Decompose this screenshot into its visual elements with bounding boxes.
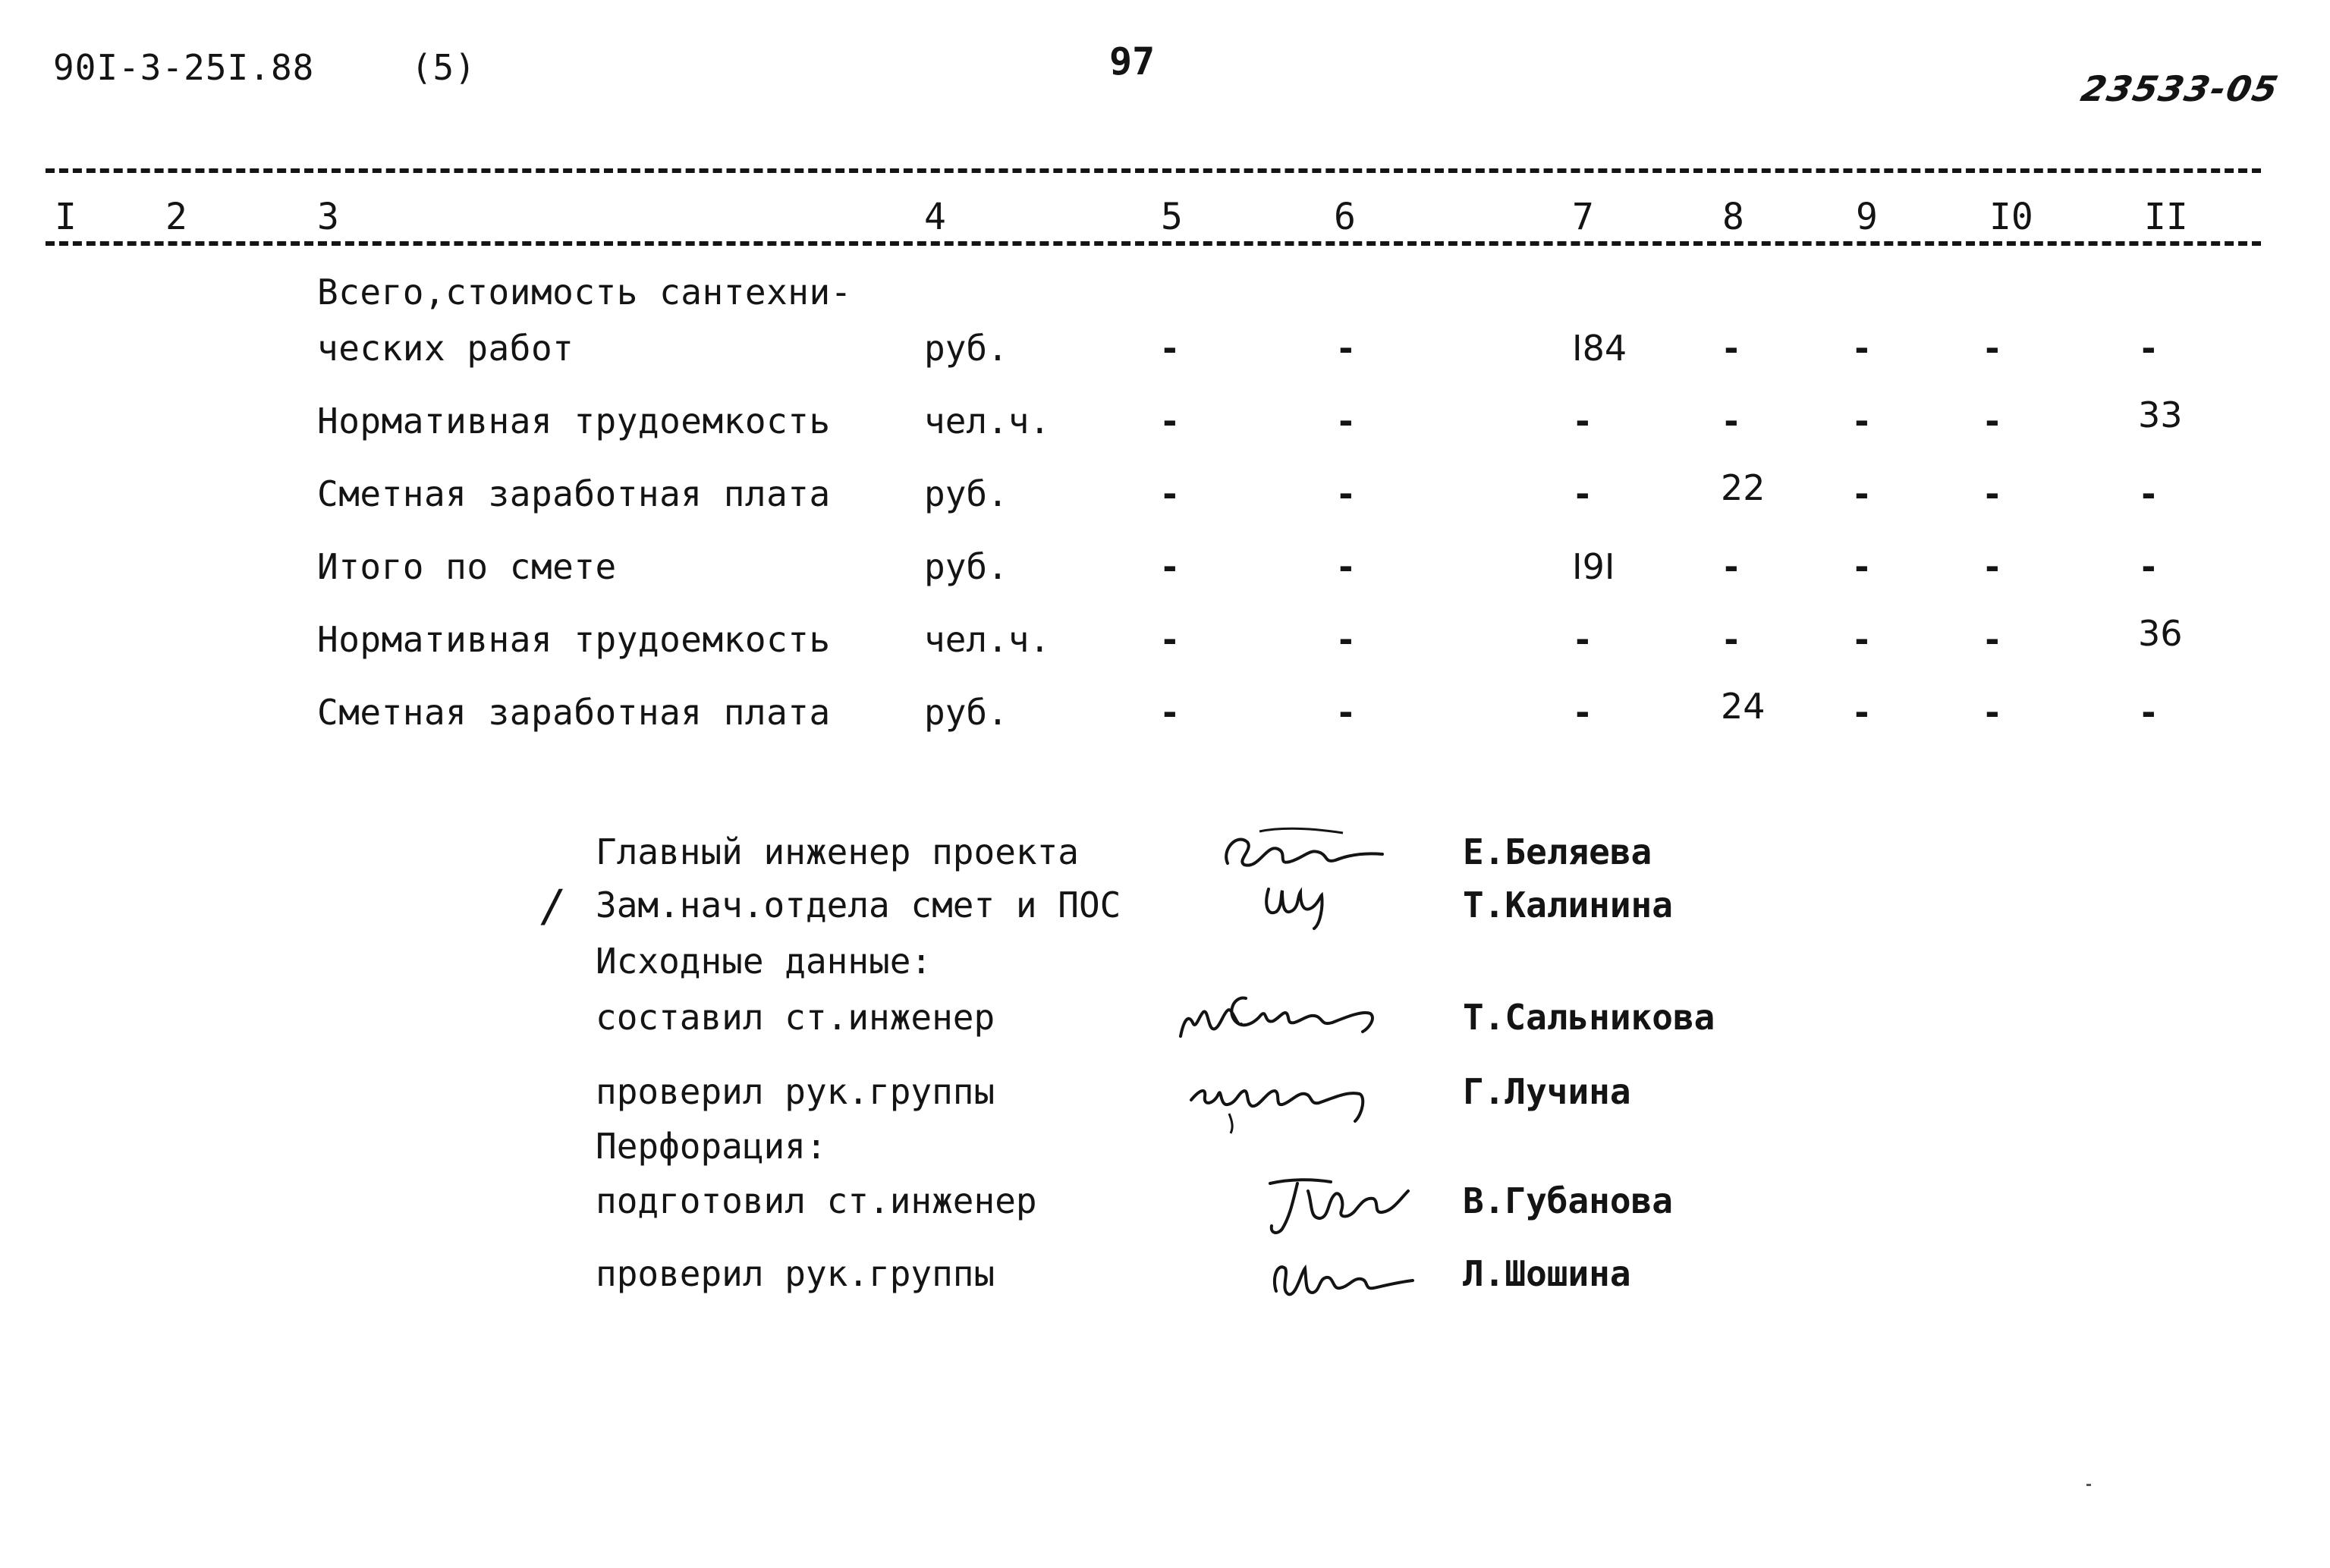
cell-col9: - xyxy=(1851,546,1872,587)
cell-col6: - xyxy=(1335,692,1357,733)
cell-col6: - xyxy=(1335,328,1357,369)
row-label: Итого по смете xyxy=(317,546,617,587)
handwritten-signature xyxy=(1214,819,1388,880)
cell-col11: - xyxy=(2138,692,2159,733)
cell-col5: - xyxy=(1159,401,1181,441)
cell-col8: 22 xyxy=(1721,467,1766,508)
handwritten-signature xyxy=(1266,1244,1417,1312)
signer-name: В.Губанова xyxy=(1463,1180,1673,1221)
doc-section: (5) xyxy=(410,47,476,88)
handwritten-signature xyxy=(1173,983,1401,1051)
signer-name: Т.Сальникова xyxy=(1463,997,1715,1038)
cell-col10: - xyxy=(1982,328,2003,369)
signer-name: Л.Шошина xyxy=(1463,1253,1631,1294)
cell-col9: - xyxy=(1851,473,1872,514)
cell-col11: - xyxy=(2138,546,2159,587)
cell-col5: - xyxy=(1159,546,1181,587)
cell-col9: - xyxy=(1851,401,1872,441)
table-header-rule xyxy=(46,241,2261,246)
signer-role: проверил рук.группы xyxy=(596,1071,995,1112)
column-header: 7 xyxy=(1572,196,1594,238)
cell-col5: - xyxy=(1159,328,1181,369)
cell-col5: - xyxy=(1159,619,1181,660)
row-unit: чел.ч. xyxy=(924,619,1051,660)
scan-speck xyxy=(2086,1484,2091,1486)
signer-role: Главный инженер проекта xyxy=(596,831,1079,872)
signer-name: Т.Калинина xyxy=(1463,885,1673,925)
column-header: II xyxy=(2144,196,2188,238)
cell-col11: - xyxy=(2138,473,2159,514)
cell-col6: - xyxy=(1335,546,1357,587)
table-top-rule xyxy=(46,168,2261,173)
column-header: 4 xyxy=(924,196,946,238)
row-label: Нормативная трудоемкость xyxy=(317,401,831,441)
page-number: 97 xyxy=(1109,39,1156,83)
cell-col5: - xyxy=(1159,692,1181,733)
handwritten-signature xyxy=(1184,1061,1381,1136)
archive-number: 23533-05 xyxy=(2077,68,2283,109)
row-unit: чел.ч. xyxy=(924,401,1051,441)
signer-role: составил ст.инженер xyxy=(596,997,995,1038)
cell-col8: - xyxy=(1721,328,1742,369)
doc-code-number: 90I-3-25I.88 xyxy=(53,47,315,88)
row-unit: руб. xyxy=(924,692,1008,733)
cell-col7: - xyxy=(1572,692,1593,733)
cell-col8: - xyxy=(1721,401,1742,441)
cell-col9: - xyxy=(1851,692,1872,733)
row-unit: руб. xyxy=(924,473,1008,514)
cell-col10: - xyxy=(1982,546,2003,587)
document-code xyxy=(53,47,476,88)
signer-role: подготовил ст.инженер xyxy=(596,1180,1037,1221)
signer-role: Зам.нач.отдела смет и ПОС xyxy=(596,885,1121,925)
cell-col10: - xyxy=(1982,619,2003,660)
signer-name: Е.Беляева xyxy=(1463,831,1652,872)
cell-col7: I9I xyxy=(1572,546,1615,587)
cell-col10: - xyxy=(1982,692,2003,733)
cell-col7: - xyxy=(1572,401,1593,441)
column-header: 9 xyxy=(1856,196,1878,238)
column-header: 3 xyxy=(317,196,339,238)
signer-name: Г.Лучина xyxy=(1463,1071,1631,1112)
column-header: 6 xyxy=(1334,196,1356,238)
column-header: 8 xyxy=(1722,196,1744,238)
cell-col5: - xyxy=(1159,473,1181,514)
handwritten-signature xyxy=(1259,874,1351,935)
column-header: I xyxy=(55,196,77,238)
handwritten-signature xyxy=(1259,1168,1419,1244)
column-header: I0 xyxy=(1989,196,2033,238)
cell-col8: - xyxy=(1721,619,1742,660)
row-unit: руб. xyxy=(924,546,1008,587)
cell-col10: - xyxy=(1982,401,2003,441)
cell-col11: - xyxy=(2138,328,2159,369)
cell-col6: - xyxy=(1335,401,1357,441)
cell-col9: - xyxy=(1851,328,1872,369)
margin-tick: / xyxy=(540,880,567,932)
cell-col11: 33 xyxy=(2138,394,2183,435)
row-label: Сметная заработная плата xyxy=(317,692,831,733)
row-label-line: Всего,стоимость сантехни- xyxy=(317,272,852,313)
cell-col7: - xyxy=(1572,619,1593,660)
cell-col6: - xyxy=(1335,473,1357,514)
cell-col8: - xyxy=(1721,546,1742,587)
signer-role: проверил рук.группы xyxy=(596,1253,995,1294)
cell-col11: 36 xyxy=(2138,613,2183,654)
section-heading: Перфорация: xyxy=(596,1126,827,1167)
cell-col10: - xyxy=(1982,473,2003,514)
row-label-line: ческих работ xyxy=(317,328,574,369)
row-label: Нормативная трудоемкость xyxy=(317,619,831,660)
cell-col8: 24 xyxy=(1721,686,1766,727)
row-label: Сметная заработная плата xyxy=(317,473,831,514)
cell-col7: - xyxy=(1572,473,1593,514)
column-header: 5 xyxy=(1161,196,1183,238)
cell-col7: I84 xyxy=(1572,328,1627,369)
cell-col6: - xyxy=(1335,619,1357,660)
cell-col9: - xyxy=(1851,619,1872,660)
row-unit: руб. xyxy=(924,328,1008,369)
section-heading: Исходные данные: xyxy=(596,941,932,982)
column-header: 2 xyxy=(165,196,187,238)
